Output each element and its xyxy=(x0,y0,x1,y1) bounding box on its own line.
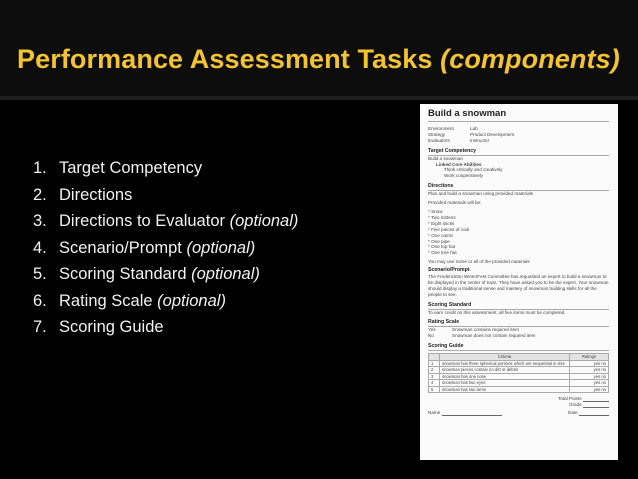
guide-cell-num: 5 xyxy=(429,386,440,393)
doc-meta-key: Strategy xyxy=(428,131,446,137)
doc-material-item: * One top hat xyxy=(428,244,456,250)
doc-meta-value: Lab xyxy=(470,126,478,131)
guide-col-ratings: Ratings xyxy=(570,354,609,361)
doc-signature-line: Name Date xyxy=(428,410,609,416)
list-item-text: Scenario/Prompt xyxy=(59,238,182,257)
guide-cell-rating: yes no xyxy=(570,360,609,367)
list-item-number: 3. xyxy=(33,212,47,230)
slide-title xyxy=(17,44,620,75)
doc-rating-heading: Rating Scale xyxy=(428,320,609,327)
list-item-text: Target Competency xyxy=(59,159,203,177)
list-item-number: 6. xyxy=(33,291,47,310)
guide-cell-criteria: snowman has two eyes xyxy=(440,380,570,387)
list-item-text: Scoring Standard xyxy=(59,265,187,283)
doc-meta xyxy=(428,126,609,144)
slide-title-bar xyxy=(0,0,638,100)
list-item-optional: (optional) xyxy=(229,212,299,230)
assessment-document-image xyxy=(420,104,618,460)
doc-material-item: * Two mittens xyxy=(428,214,456,220)
doc-meta-key: Environment xyxy=(428,126,454,131)
doc-rating-row xyxy=(428,333,609,339)
list-item-number: 5. xyxy=(33,265,47,283)
guide-cell-num: 4 xyxy=(429,380,440,387)
list-item xyxy=(33,155,298,182)
guide-cell-criteria: snowman has three spherical portions which are sequential in size xyxy=(440,360,570,367)
list-item-number: 2. xyxy=(33,185,47,204)
doc-scoring-standard-heading: Scoring Standard xyxy=(428,303,609,310)
guide-cell-criteria: snowman has one nose xyxy=(440,373,570,380)
doc-material-item: * Five pieces of coal xyxy=(428,226,470,232)
list-item xyxy=(33,182,298,209)
list-item-optional: (optional) xyxy=(157,291,226,310)
doc-materials-intro: Provided materials will be: xyxy=(428,200,482,206)
list-item xyxy=(33,208,298,235)
title-main: Performance Assessment Tasks xyxy=(17,44,433,74)
doc-total-points: Total Points xyxy=(428,396,609,402)
doc-material-item: * One pipe xyxy=(428,238,450,244)
doc-grade: Grade xyxy=(428,402,609,408)
list-item xyxy=(33,235,298,262)
doc-material-item: * Snow xyxy=(428,208,443,214)
list-item-text: Directions xyxy=(59,185,133,204)
doc-scoring-standard-text: To earn credit on this assessment, all five items must be completed. xyxy=(428,309,566,315)
guide-cell-num: 3 xyxy=(429,373,440,380)
guide-cell-rating: yes no xyxy=(570,367,609,374)
doc-target-heading: Target Competency xyxy=(428,149,609,156)
list-item-optional: (optional) xyxy=(186,238,256,257)
list-item xyxy=(33,314,298,341)
table-row xyxy=(429,386,609,393)
doc-target-line: Build a snowman xyxy=(428,155,463,161)
title-italic: (components) xyxy=(440,44,620,74)
list-item-text: Directions to Evaluator xyxy=(59,212,225,230)
list-item-text: Rating Scale xyxy=(59,291,153,310)
doc-directions-heading: Directions xyxy=(428,184,609,191)
doc-guide-heading: Scoring Guide xyxy=(428,344,609,351)
list-item-optional: (optional) xyxy=(191,265,260,283)
doc-scenario-heading: Scenario/Prompt xyxy=(428,267,470,274)
doc-meta-key: Evaluators xyxy=(428,137,450,143)
list-item-number: 1. xyxy=(33,159,47,177)
guide-cell-num: 2 xyxy=(429,367,440,374)
list-item-number: 4. xyxy=(33,238,47,257)
guide-cell-rating: yes no xyxy=(570,380,609,387)
doc-meta-value: Product Development xyxy=(470,131,515,137)
guide-col-criteria: Criteria xyxy=(440,354,570,361)
doc-rating-key: Yes xyxy=(428,327,436,333)
doc-material-item: * One tree hat xyxy=(428,250,457,256)
doc-rating-list xyxy=(428,327,609,339)
guide-cell-rating: yes no xyxy=(570,373,609,380)
list-item xyxy=(33,261,298,288)
doc-meta-value: Instructor xyxy=(470,137,490,143)
components-list xyxy=(33,155,298,341)
doc-scenario-text: The Frederickton WinterFest Committee has requested an expert to build a snowman to be displayed in the center of town. They have asked you to be the expert. Your snowman should display a traditional sense and mastery of snowman building skills for all the people to see. xyxy=(428,274,609,297)
doc-directions-text: Plan and build a snowman using provided materials xyxy=(428,191,533,197)
doc-material-item: * Eight sticks xyxy=(428,220,455,226)
doc-material-item: * One carrot xyxy=(428,232,453,238)
doc-linked-item: Think critically and creatively xyxy=(444,167,503,173)
guide-cell-criteria: snowman pieces contain no dirt or debris xyxy=(440,367,570,374)
doc-rating-value: Snowman does not contain required item xyxy=(452,333,536,339)
doc-scoring-guide-table xyxy=(428,353,609,393)
doc-linked-item: Work cooperatively xyxy=(444,173,483,179)
list-item-text: Scoring Guide xyxy=(59,318,164,336)
doc-linked-heading: Linked Core Abilities xyxy=(436,161,482,167)
list-item xyxy=(33,288,298,315)
list-item-number: 7. xyxy=(33,318,47,336)
guide-cell-criteria: snowman has two arms xyxy=(440,386,570,393)
doc-meta-row xyxy=(428,138,609,144)
doc-title: Build a snowman xyxy=(428,108,609,122)
doc-materials-list xyxy=(428,209,609,256)
doc-rating-key: No xyxy=(428,333,434,339)
doc-materials-note: You may use some or all of the provided materials xyxy=(428,259,530,265)
guide-cell-num: 1 xyxy=(429,360,440,367)
doc-rating-value: Snowman contains required item xyxy=(452,327,519,333)
guide-cell-rating: yes no xyxy=(570,386,609,393)
